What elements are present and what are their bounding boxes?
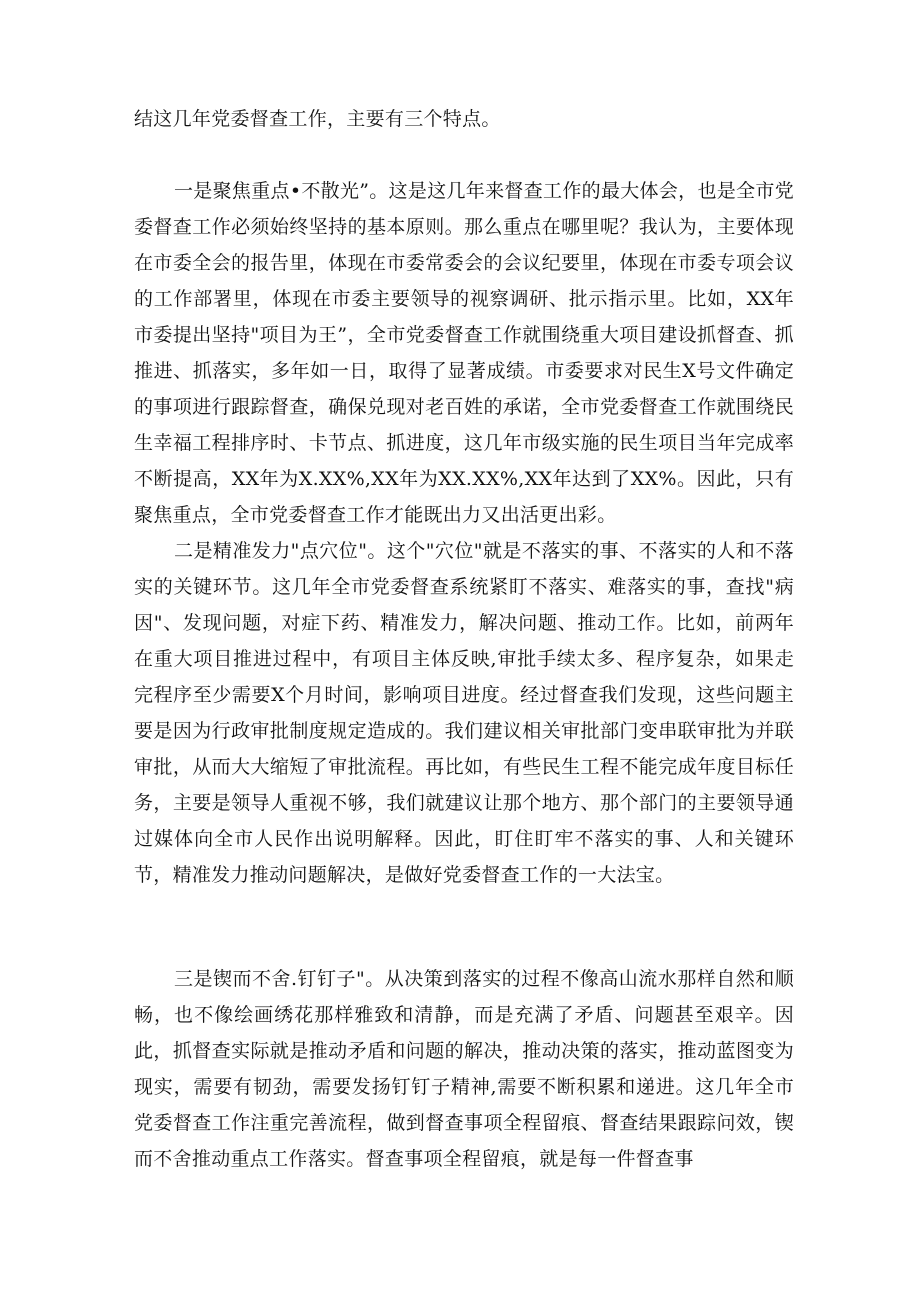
paragraph-persistence (134, 961, 794, 1177)
opening-line-text: 结这几年党委督查工作，主要有三个特点。 (134, 108, 501, 130)
paragraph-focus-key-points (134, 173, 794, 533)
paragraph-2-text: 二是精准发力"点穴位"。这个"穴位"就是不落实的事、不落实的人和不落实的关键环节。这几年全市党委督查系统紧盯不落实、难落实的事，查找"病因"、发现问题，对症下药、精准发力，解决问题、推动工作。比如，前两年在重大项目推进过程中，有项目主体反映,审批手续太多、程序复杂，如果走完程序至少需要X个月时间，影响项目进度。经过督查我们发现，这些问题主要是因为行政审批制度规定造成的。我们建议相关审批部门变串联审批为并联审批，从而大大缩短了审批流程。再比如，有些民生工程不能完成年度目标任务，主要是领导人重视不够，我们就建议让那个地方、那个部门的主要领导通过媒体向全市人民作出说明解释。因此，盯住盯牢不落实的事、人和关键环节，精准发力推动问题解决，是做好党委督查工作的一大法宝。 (134, 540, 794, 886)
opening-line (134, 101, 794, 137)
paragraph-precise-effort (134, 533, 794, 893)
paragraph-3-text: 三是锲而不舍.钉钉子"。从决策到落实的过程不像高山流水那样自然和顺畅，也不像绘画绣花那样雅致和清静，而是充满了矛盾、问题甚至艰辛。因此，抓督查实际就是推动矛盾和问题的解决，推动决策的落实，推动蓝图变为现实，需要有韧劲，需要发扬钉钉子精神,需要不断积累和递进。这几年全市党委督查工作注重完善流程，做到督查事项全程留痕、督查结果跟踪问效，锲而不舍推动重点工作落实。督查事项全程留痕，就是每一件督查事 (134, 968, 794, 1170)
paragraph-1-text: 一是聚焦重点•不散光”。这是这几年来督查工作的最大体会，也是全市党委督查工作必须始终坚持的基本原则。那么重点在哪里呢？我认为，主要体现在市委全会的报告里，体现在市委常委会的会议纪要里，体现在市委专项会议的工作部署里，体现在市委主要领导的视察调研、批示指示里。比如，XX年市委提出坚持"项目为王”，全市党委督查工作就围绕重大项目建设抓督查、抓推进、抓落实，多年如一日，取得了显著成绩。市委要求对民生X号文件确定的事项进行跟踪督查，确保兑现对老百姓的承诺，全市党委督查工作就围绕民生幸福工程排序时、卡节点、抓进度，这几年市级实施的民生项目当年完成率不断提高，XX年为X.XX%,XX年为XX.XX%,XX年达到了XX%。因此，只有聚焦重点，全市党委督查工作才能既出力又出活更出彩。 (134, 180, 794, 526)
